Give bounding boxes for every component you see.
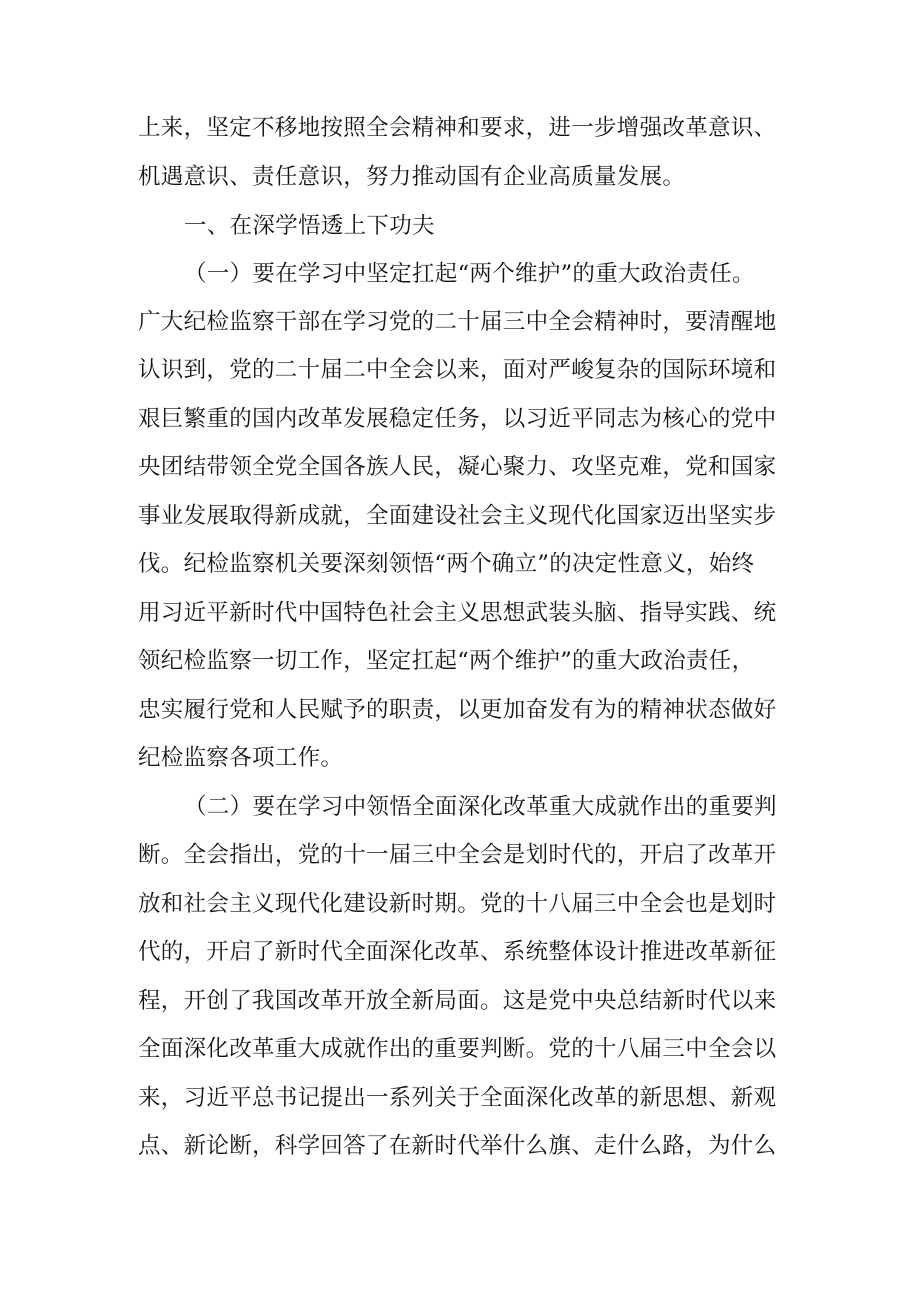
- paragraph-line: 忠实履行党和人民赋予的职责，以更加奋发有为的精神状态做好: [138, 697, 777, 723]
- section-heading: 一、在深学悟透上下功夫: [184, 213, 435, 239]
- paragraph-line: 机遇意识、责任意识，努力推动国有企业高质量发展。: [138, 164, 686, 190]
- paragraph-line: 伐。纪检监察机关要深刻领悟“两个确立”的决定性意义，始终: [138, 551, 755, 577]
- paragraph-line: 来，习近平总书记提出一系列关于全面深化改革的新思想、新观: [138, 1085, 777, 1111]
- paragraph-line: 纪检监察各项工作。: [138, 745, 344, 771]
- paragraph-line: 事业发展取得新成就，全面建设社会主义现代化国家迈出坚实步: [138, 503, 777, 529]
- paragraph-line: 放和社会主义现代化建设新时期。党的十八届三中全会也是划时: [138, 891, 777, 917]
- paragraph-line: 用习近平新时代中国特色社会主义思想武装头脑、指导实践、统: [138, 600, 777, 626]
- paragraph-line: 点、新论断，科学回答了在新时代举什么旗、走什么路，为什么: [138, 1133, 777, 1159]
- subsection-heading-2: （二）要在学习中领悟全面深化改革重大成就作出的重要判: [184, 794, 777, 820]
- paragraph-line: 领纪检监察一切工作，坚定扛起“两个维护”的重大政治责任，: [138, 648, 755, 674]
- paragraph-line: 认识到，党的二十届二中全会以来，面对严峻复杂的国际环境和: [138, 357, 777, 383]
- paragraph-line: 代的，开启了新时代全面深化改革、系统整体设计推进改革新征: [138, 939, 777, 965]
- paragraph-line: 央团结带领全党全国各族人民，凝心聚力、攻坚克难，党和国家: [138, 454, 777, 480]
- paragraph-line: 艰巨繁重的国内改革发展稳定任务，以习近平同志为核心的党中: [138, 406, 777, 432]
- paragraph-line: 上来，坚定不移地按照全会精神和要求，进一步增强改革意识、: [138, 115, 777, 141]
- subsection-heading-1: （一）要在学习中坚定扛起“两个维护”的重大政治责任。: [184, 261, 755, 287]
- paragraph-line: 广大纪检监察干部在学习党的二十届三中全会精神时，要清醒地: [138, 309, 777, 335]
- paragraph-line: 程，开创了我国改革开放全新局面。这是党中央总结新时代以来: [138, 988, 777, 1014]
- paragraph-line: 全面深化改革重大成就作出的重要判断。党的十八届三中全会以: [138, 1036, 777, 1062]
- paragraph-line: 断。全会指出，党的十一届三中全会是划时代的，开启了改革开: [138, 842, 777, 868]
